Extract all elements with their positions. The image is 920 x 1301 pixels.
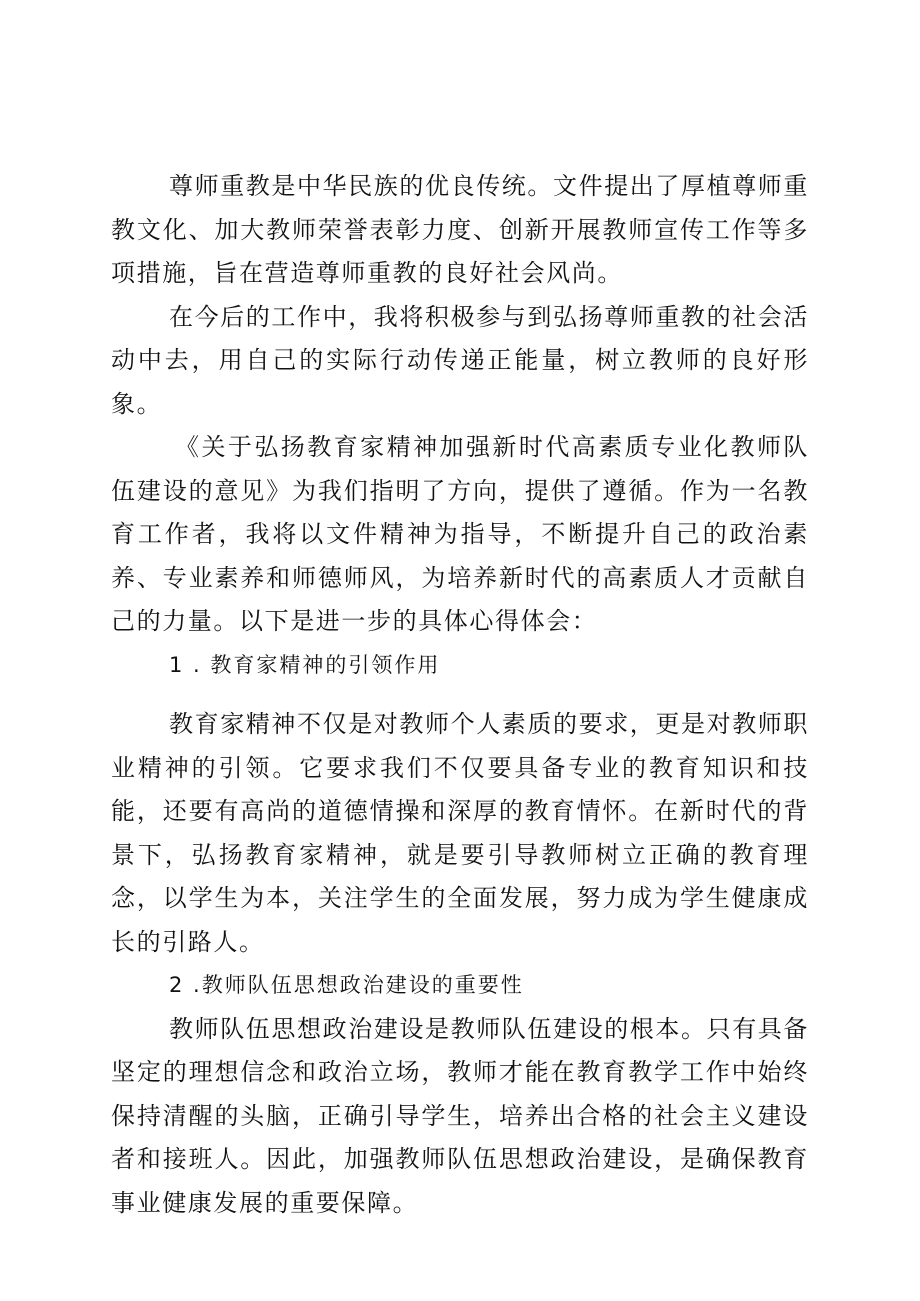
paragraph-educator-spirit: 教育家精神不仅是对教师个人素质的要求，更是对教师职业精神的引领。它要求我们不仅要具备专业的教育知识和技能，还要有高尚的道德情操和深厚的教育情怀。在新时代的背景下，弘扬教育家精神，就是要引导教师树立正确的教育理念，以学生为本，关注学生的全面发展，努力成为学生健康成长的引路人。 bbox=[111, 710, 809, 956]
paragraph-tradition: 尊师重教是中华民族的优良传统。文件提出了厚植尊师重教文化、加大教师荣誉表彰力度、创新开展教师宣传工作等多项措施，旨在营造尊师重教的良好社会风尚。 bbox=[111, 172, 809, 287]
section-heading-2: 2 .教师队伍思想政治建设的重要性 bbox=[169, 973, 524, 997]
document-body bbox=[111, 165, 809, 1225]
paragraph-document-opinion: 《关于弘扬教育家精神加强新时代高素质专业化教师队伍建设的意见》为我们指明了方向，提供了遵循。作为一名教育工作者，我将以文件精神为指导，不断提升自己的政治素养、专业素养和师德师风，为培养新时代的高素质人才贡献自己的力量。以下是进一步的具体心得体会： bbox=[111, 433, 809, 635]
paragraph-future-work: 在今后的工作中，我将积极参与到弘扬尊师重教的社会活动中去，用自己的实际行动传递正能量，树立教师的良好形象。 bbox=[111, 302, 809, 418]
paragraph-political-building: 教师队伍思想政治建设是教师队伍建设的根本。只有具备坚定的理想信念和政治立场，教师才能在教育教学工作中始终保持清醒的头脑，正确引导学生，培养出合格的社会主义建设者和接班人。因此，加强教师队伍思想政治建设，是确保教育事业健康发展的重要保障。 bbox=[111, 1014, 809, 1217]
section-heading-1: 1 . 教育家精神的引领作用 bbox=[169, 652, 441, 677]
